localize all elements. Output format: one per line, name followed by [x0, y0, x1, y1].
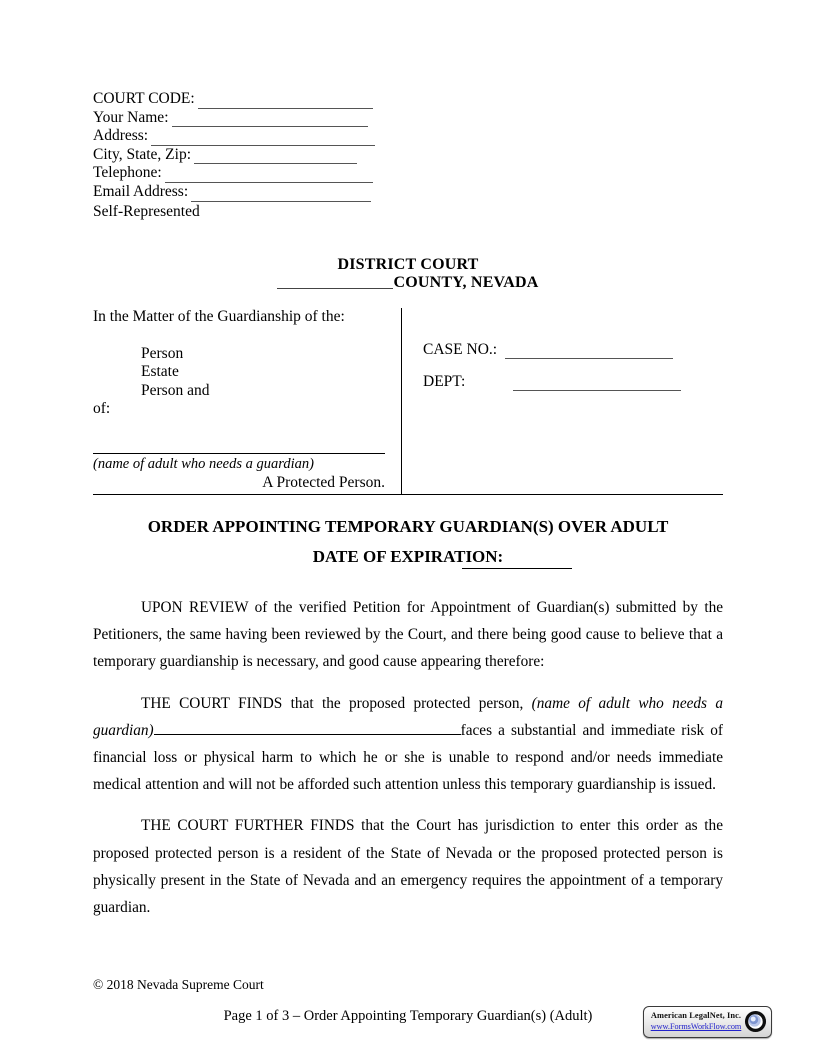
email-row: [93, 183, 493, 202]
court-finds-name-hint: (name of adult who needs a guardian): [93, 694, 724, 739]
case-no-label: CASE NO.:: [423, 341, 498, 358]
city-state-zip-label: City, State, Zip:: [93, 145, 192, 163]
copyright-notice: © 2018 Nevada Supreme Court: [93, 977, 264, 992]
court-finds-name-blank[interactable]: [154, 721, 461, 735]
paragraph-court-finds: [93, 690, 723, 799]
telephone-blank[interactable]: [165, 168, 373, 183]
paragraph-upon-review: [93, 594, 723, 676]
kind-item-person: Person: [141, 344, 184, 362]
court-code-blank[interactable]: [198, 94, 373, 109]
dept-row: [423, 373, 723, 391]
court-finds-text: faces a substantial and immediate risk of financial loss or physical harm to which he or she is unable to respond and/or needs immediate medical attention and will not be afforded such attention unless this temporary guardianship is issued.: [93, 721, 723, 794]
your-name-blank[interactable]: [172, 112, 368, 127]
address-row: [93, 127, 493, 146]
court-title-line2: [93, 274, 723, 292]
paragraph-court-further-finds: [93, 812, 723, 921]
county-name-blank[interactable]: [277, 288, 393, 289]
badge-text-group: [650, 1010, 742, 1032]
page-footer-text: Page 1 of 3 – Order Appointing Temporary Guardian(s) (Adult): [223, 1008, 593, 1024]
kind-item-estate: Estate: [141, 363, 179, 381]
court-code-label: COURT CODE:: [93, 90, 195, 107]
court-title-line1: DISTRICT COURT: [337, 256, 479, 273]
court-finds-lead: THE COURT FINDS: [141, 694, 283, 712]
upon-review-lead: UPON REVIEW: [141, 599, 249, 616]
name-hint-label: (name of adult who needs a guardian): [93, 456, 314, 472]
court-further-finds-lead: THE COURT FURTHER FINDS: [141, 817, 355, 835]
court-code-row: [93, 90, 493, 109]
email-label: Email Address:: [93, 182, 189, 200]
document-title: ORDER APPOINTING TEMPORARY GUARDIAN(S) OVER ADULT: [147, 517, 669, 536]
matter-line: In the Matter of the Guardianship of the:: [93, 308, 345, 325]
document-body: [93, 594, 723, 921]
court-finds-mid: that the proposed protected person,: [282, 694, 532, 712]
globe-logo-icon: [744, 1010, 767, 1033]
case-no-blank[interactable]: [505, 344, 673, 359]
court-further-finds-text: that the Court has jurisdiction to enter this order as the proposed protected person is a resident of the State of Nevada or the proposed protected person is physically present in the State of Nevada and an emergency requires the appointment of a temporary guardian.: [93, 817, 723, 917]
telephone-row: [93, 164, 493, 183]
date-of-expiration-blank[interactable]: [462, 568, 572, 569]
address-label: Address:: [93, 127, 149, 145]
case-caption: [93, 308, 723, 494]
email-blank[interactable]: [191, 187, 371, 202]
telephone-label: Telephone:: [93, 164, 162, 182]
caption-right-column: [423, 308, 723, 391]
american-legalnet-badge[interactable]: [643, 1006, 772, 1038]
your-name-row: [93, 109, 493, 128]
case-no-row: [423, 341, 723, 359]
self-represented-label: Self-Represented: [93, 202, 200, 220]
address-blank[interactable]: [151, 131, 375, 146]
caption-bottom-rule: [93, 494, 723, 495]
county-nevada-label: COUNTY, NEVADA: [393, 274, 539, 291]
guardianship-kind-list: [93, 345, 393, 401]
document-subtitle: DATE OF EXPIRATION:: [312, 547, 504, 566]
badge-company-name: American LegalNet, Inc.: [650, 1011, 742, 1020]
city-state-zip-blank[interactable]: [194, 149, 357, 164]
filer-header-block: [93, 90, 493, 221]
protected-person-name-blank[interactable]: [93, 453, 385, 454]
protected-person-label: A Protected Person.: [262, 474, 385, 491]
kind-item-person-and: Person and: [141, 381, 210, 399]
your-name-label: Your Name:: [93, 108, 169, 126]
badge-website-link[interactable]: www.FormsWorkFlow.com: [650, 1022, 742, 1031]
dept-blank[interactable]: [513, 376, 681, 391]
city-state-zip-row: [93, 146, 493, 165]
upon-review-text: of the verified Petition for Appointment of Guardian(s) submitted by the Petitioners, the same having been reviewed by the Court, and there being good cause to believe that a temporary guardianship is necessary, and good cause appearing therefore:: [93, 599, 724, 671]
of-label: of:: [93, 400, 111, 418]
dept-label: DEPT:: [423, 373, 466, 390]
caption-vertical-divider: [401, 308, 402, 494]
caption-left-column: [93, 308, 393, 491]
